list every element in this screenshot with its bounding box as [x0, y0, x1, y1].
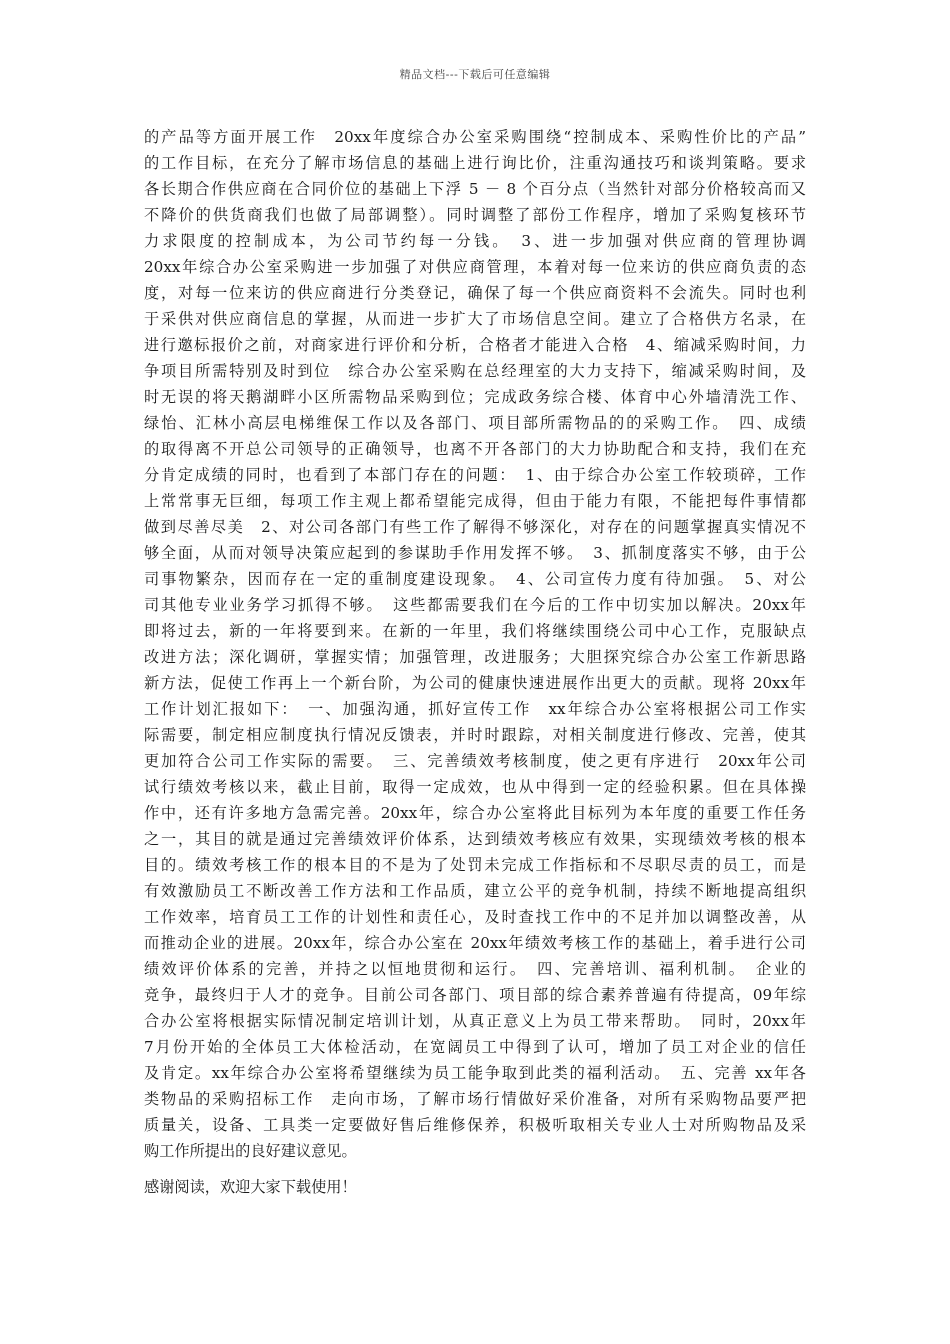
paragraph-line: 之一，其目的就是通过完善绩效评价体系，达到绩效考核应有效果，实现绩效考核的根本 [144, 830, 806, 848]
paragraph-line: 竞争，最终归于人才的竞争。目前公司各部门、项目部的综合素养普遍有待提高，09年综 [144, 986, 806, 1004]
paragraph-line: 20xx年综合办公室采购进一步加强了对供应商管理，本着对每一位来访的供应商负责的态 [144, 258, 806, 276]
paragraph-line: 有效激励员工不断改善工作方法和工作品质，建立公平的竞争机制，持续不断地提高组织 [144, 882, 806, 900]
paragraph-line: 而推动企业的进展。20xx年，综合办公室在 20xx年绩效考核工作的基础上，着手进行公司 [144, 934, 806, 952]
paragraph-line: 司其他专业业务学习抓得不够。 这些都需要我们在今后的工作中切实加以解决。20xx年 [144, 596, 806, 614]
paragraph-line: 试行绩效考核以来，截止目前，取得一定成效，也从中得到一定的经验积累。但在具体操 [144, 778, 806, 796]
paragraph-line: 购工作所提出的良好建议意见。 [144, 1142, 357, 1160]
paragraph-line: 的产品等方面开展工作 20xx年度综合办公室采购围绕“控制成本、采购性价比的产品” [144, 128, 806, 146]
closing-note: 感谢阅读，欢迎大家下载使用！ [144, 1178, 357, 1196]
paragraph-line: 不降价的供货商我们也做了局部调整）。同时调整了部份工作程序，增加了采购复核环节 [144, 206, 806, 224]
paragraph-line: 够全面，从而对领导决策应起到的参谋助手作用发挥不够。 3、抓制度落实不够，由于公 [144, 544, 806, 562]
paragraph-line: 际需要，制定相应制度执行情况反馈表，并时时跟踪，对相关制度进行修改、完善，使其 [144, 726, 806, 744]
document-body [144, 124, 806, 1164]
paragraph-line: 7月份开始的全体员工大体检活动，在宽阔员工中得到了认可，增加了员工对企业的信任 [144, 1038, 806, 1056]
paragraph-line: 绿怡、汇林小高层电梯维保工作以及各部门、项目部所需物品的的采购工作。 四、成绩 [144, 414, 806, 432]
paragraph-line: 的工作目标，在充分了解市场信息的基础上进行询比价，注重沟通技巧和谈判策略。要求 [144, 154, 806, 172]
paragraph-line: 的取得离不开总公司领导的正确领导，也离不开各部门的大力协助配合和支持，我们在充 [144, 440, 806, 458]
paragraph-line: 工作效率，培育员工工作的计划性和责任心，及时查找工作中的不足并加以调整改善，从 [144, 908, 806, 926]
paragraph-line: 合办公室将根据实际情况制定培训计划，从真正意义上为员工带来帮助。 同时，20xx年 [144, 1012, 806, 1030]
paragraph-line: 进行邀标报价之前，对商家进行评价和分析，合格者才能进入合格 4、缩减采购时间，力 [144, 336, 806, 354]
paragraph-line: 即将过去，新的一年将要到来。在新的一年里，我们将继续围绕公司中心工作，克服缺点 [144, 622, 806, 640]
page-header: 精品文档---下载后可任意编辑 [399, 68, 551, 81]
paragraph-line: 分肯定成绩的同时，也看到了本部门存在的问题： 1、由于综合办公室工作较琐碎，工作 [144, 466, 806, 484]
paragraph-line: 工作计划汇报如下： 一、加强沟通，抓好宣传工作 xx年综合办公室将根据公司工作实 [144, 700, 806, 718]
paragraph-line: 司事物繁杂，因而存在一定的重制度建设现象。 4、公司宣传力度有待加强。 5、对公 [144, 570, 806, 588]
paragraph-line: 争项目所需特别及时到位 综合办公室采购在总经理室的大力支持下，缩减采购时间，及 [144, 362, 806, 380]
paragraph-line: 力求限度的控制成本，为公司节约每一分钱。 3、进一步加强对供应商的管理协调 [144, 232, 806, 250]
paragraph-line: 做到尽善尽美 2、对公司各部门有些工作了解得不够深化，对存在的问题掌握真实情况不 [144, 518, 806, 536]
paragraph-line: 各长期合作供应商在合同价位的基础上下浮 5 － 8 个百分点（当然针对部分价格较高而又 [144, 180, 806, 198]
paragraph-line: 作中，还有许多地方急需完善。20xx年，综合办公室将此目标列为本年度的重要工作任务 [144, 804, 806, 822]
paragraph-line: 于采供对供应商信息的掌握，从而进一步扩大了市场信息空间。建立了合格供方名录，在 [144, 310, 806, 328]
paragraph-line: 时无误的将天鹅湖畔小区所需物品采购到位；完成政务综合楼、体育中心外墙清洗工作、 [144, 388, 806, 406]
paragraph-line: 改进方法；深化调研，掌握实情；加强管理，改进服务；大胆探究综合办公室工作新思路 [144, 648, 806, 666]
paragraph-line: 上常常事无巨细，每项工作主观上都希望能完成得，但由于能力有限，不能把每件事情都 [144, 492, 806, 510]
paragraph-line: 类物品的采购招标工作 走向市场，了解市场行情做好采价准备，对所有采购物品要严把 [144, 1090, 806, 1108]
paragraph-line: 及肯定。xx年综合办公室将希望继续为员工能争取到此类的福利活动。 五、完善 xx年各 [144, 1064, 806, 1082]
paragraph-line: 绩效评价体系的完善，并持之以恒地贯彻和运行。 四、完善培训、福利机制。 企业的 [144, 960, 806, 978]
paragraph-line: 度，对每一位来访的供应商进行分类登记，确保了每一个供应商资料不会流失。同时也利 [144, 284, 806, 302]
paragraph-line: 目的。绩效考核工作的根本目的不是为了处罚未完成工作指标和不尽职尽责的员工，而是 [144, 856, 806, 874]
paragraph-line: 更加符合公司工作实际的需要。 三、完善绩效考核制度，使之更有序进行 20xx年公司 [144, 752, 806, 770]
paragraph-line: 新方法，促使工作再上一个新台阶，为公司的健康快速进展作出更大的贡献。现将 20xx年 [144, 674, 806, 692]
paragraph-line: 质量关，设备、工具类一定要做好售后维修保养，积极听取相关专业人士对所购物品及采 [144, 1116, 806, 1134]
